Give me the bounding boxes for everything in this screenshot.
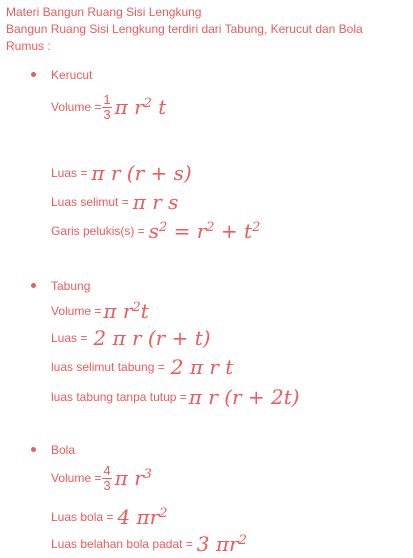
kerucut-luas-expression: π r (r + s)	[91, 161, 192, 185]
tabung-volume-expression: π $r^2t$	[103, 299, 149, 323]
kerucut-garis-pelukis-label: Garis pelukis(s) =	[51, 224, 145, 238]
bola-luas-belahan-label: Luas belahan bola padat =	[51, 537, 193, 551]
tabung-luas-selimut-label: luas selimut tabung =	[51, 360, 165, 374]
tabung-luas-selimut-formula	[51, 353, 233, 381]
kerucut-garis-pelukis-formula	[51, 217, 260, 245]
bola-volume-expression: π $r^3$	[114, 466, 152, 490]
kerucut-luas-selimut-expression: π r s	[132, 190, 179, 214]
kerucut-volume-label: Volume =	[51, 100, 102, 114]
fraction-denominator: 3	[103, 106, 111, 122]
page-title: Materi Bangun Ruang Sisi Lengkung	[6, 5, 202, 19]
tabung-luas-label: Luas =	[51, 331, 88, 345]
kerucut-volume-expression: π $r^2$ t	[114, 95, 167, 119]
kerucut-luas-label: Luas =	[51, 166, 88, 180]
bola-heading: Bola	[51, 443, 76, 457]
kerucut-heading: Kerucut	[51, 68, 93, 82]
tabung-luas-selimut-expression: 2 π r t	[170, 355, 234, 379]
bullet-icon	[31, 72, 36, 77]
tabung-tanpa-tutup-label: luas tabung tanpa tutup =	[51, 390, 187, 404]
bola-luas-label: Luas bola =	[51, 510, 114, 524]
rumus-label: Rumus :	[6, 39, 51, 53]
kerucut-luas-selimut-formula	[51, 188, 178, 216]
fraction-numerator: 4	[103, 462, 111, 478]
tabung-luas-expression: 2 π r (r + t)	[93, 326, 211, 350]
bola-volume-formula	[51, 460, 152, 496]
tabung-luas-formula	[51, 324, 211, 352]
bola-luas-formula	[51, 503, 167, 531]
fraction-denominator: 3	[103, 477, 111, 493]
tabung-tanpa-tutup-formula	[51, 383, 300, 411]
kerucut-volume-formula	[51, 89, 166, 125]
kerucut-luas-selimut-label: Luas selimut =	[51, 195, 129, 209]
kerucut-garis-pelukis-expression: $s^2 = r^2 + t^2$	[148, 219, 261, 243]
tabung-volume-formula	[51, 297, 149, 325]
bola-volume-fraction	[102, 464, 111, 493]
kerucut-volume-fraction	[102, 93, 111, 122]
kerucut-luas-formula	[51, 159, 192, 187]
bullet-icon	[31, 447, 36, 452]
bola-luas-belahan-expression: 3 $\pi r^2$	[196, 532, 247, 556]
fraction-numerator: 1	[103, 91, 111, 107]
bola-luas-belahan-formula	[51, 530, 247, 558]
bola-volume-label: Volume =	[51, 471, 102, 485]
tabung-volume-label: Volume =	[51, 304, 102, 318]
intro-text: Bangun Ruang Sisi Lengkung terdiri dari Tabung, Kerucut dan Bola	[6, 22, 363, 36]
tabung-heading: Tabung	[51, 279, 91, 293]
bola-luas-expression: 4 $\pi r^2$	[117, 505, 168, 529]
bullet-icon	[31, 283, 36, 288]
tabung-tanpa-tutup-expression: π r (r + 2t)	[188, 385, 300, 409]
